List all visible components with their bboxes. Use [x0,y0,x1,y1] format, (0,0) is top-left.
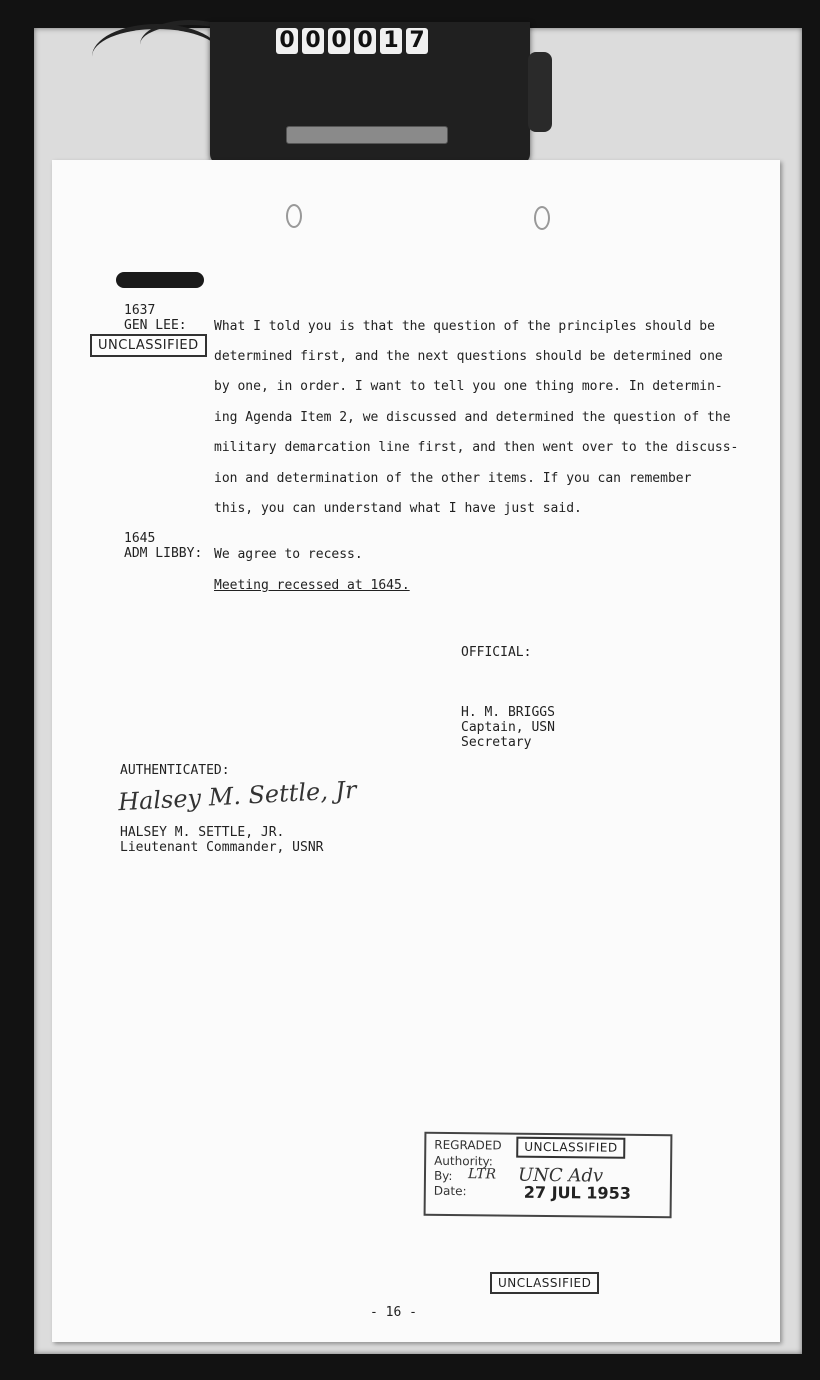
body-line: by one, in order. I want to tell you one thing more. In determin- [214,379,723,394]
authenticated-label: AUTHENTICATED: [120,763,230,778]
body-line: military demarcation line first, and then went over to the discuss- [214,440,739,455]
counter-digit: 0 [302,28,324,54]
official-rank: Captain, USN [461,720,555,735]
body-line: ing Agenda Item 2, we discussed and determined the question of the [214,410,731,425]
body-line: We agree to recess. [214,547,363,562]
regrade-stamp [424,1132,673,1219]
counter-digit: 0 [328,28,350,54]
classification-stamp: UNCLASSIFIED [490,1272,599,1294]
signature: Halsey M. Settle, Jr [117,775,358,817]
entry-time: 1637 [124,303,156,318]
body-line: What I told you is that the question of the principles should be [214,319,715,334]
counter-digit: 1 [380,28,402,54]
page-number: - 16 - [370,1305,417,1320]
speaker-label: GEN LEE: [124,318,187,333]
entry-time: 1645 [124,531,156,546]
classification-stamp: UNCLASSIFIED [90,334,207,357]
punch-hole [286,204,302,228]
speaker-label: ADM LIBBY: [124,546,203,561]
date-value: 27 JUL 1953 [523,1182,631,1203]
authenticated-name: HALSEY M. SETTLE, JR. [120,825,285,840]
official-name: H. M. BRIGGS [461,705,555,720]
date-label: Date: [433,1183,467,1199]
authority-value: UNC Adv [517,1164,604,1187]
counter-digits [276,28,428,54]
official-title: Secretary [461,735,532,750]
recess-note: Meeting recessed at 1645. [214,578,410,593]
body-line: determined first, and the next questions should be determined one [214,349,723,364]
counter-knob [528,52,552,132]
authority-label: Authority: [434,1153,493,1169]
unclassified-stamp: UNCLASSIFIED [516,1137,626,1159]
counter-digit: 7 [406,28,428,54]
punch-hole [534,206,550,230]
official-label: OFFICIAL: [461,645,532,660]
authenticated-rank: Lieutenant Commander, USNR [120,840,324,855]
body-line: this, you can understand what I have just said. [214,501,582,516]
by-value: LTR [467,1166,497,1183]
redaction-bar [116,272,204,288]
regraded-label: REGRADED [434,1137,502,1153]
counter-slot [286,126,448,144]
body-line: ion and determination of the other items. If you can remember [214,471,692,486]
counter-digit: 0 [354,28,376,54]
counter-digit: 0 [276,28,298,54]
frame-counter [210,22,530,164]
by-label: By: [433,1168,453,1183]
